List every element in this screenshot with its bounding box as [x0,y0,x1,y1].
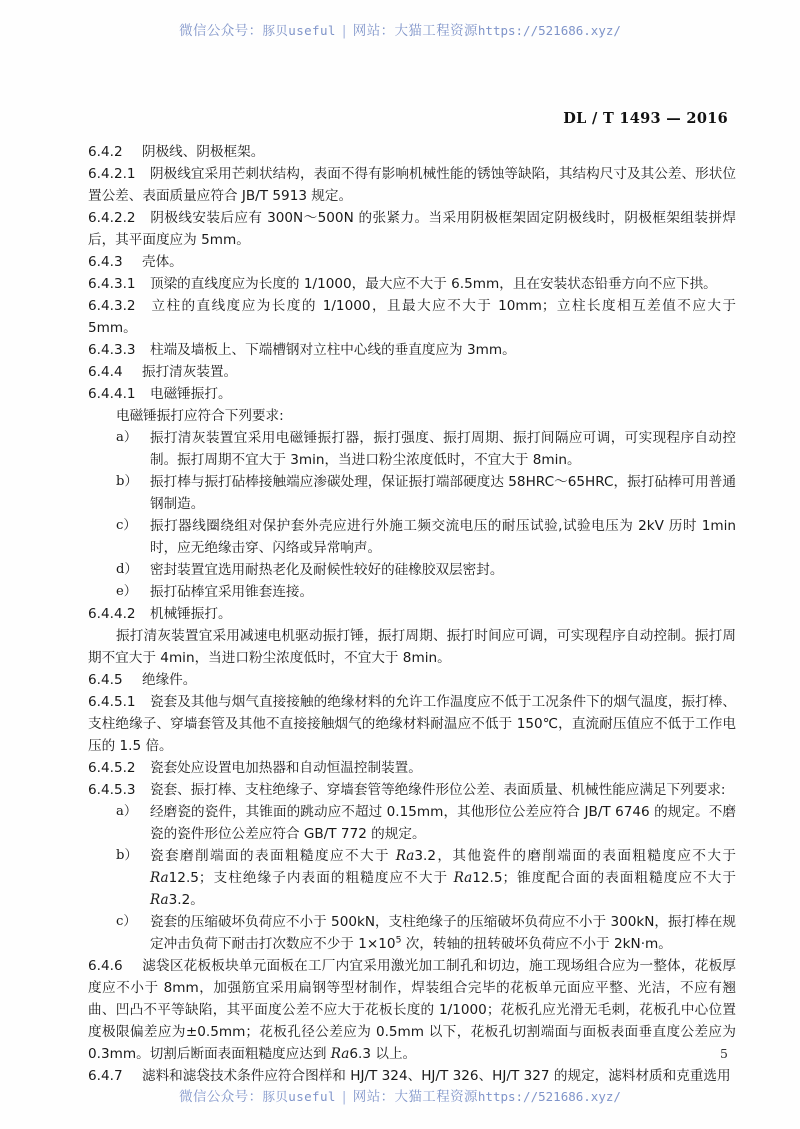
clause-6-4-2 [88,141,736,163]
clause-text: 滤料和滤袋技术条件应符合图样和 HJ/T 324、HJ/T 326、HJ/T 327 的规定，滤料材质和克重选用 [142,1068,731,1084]
clause-number: 6.4.3.2 [88,298,136,314]
watermark-separator: | [341,1089,347,1105]
watermark-separator: | [341,23,347,39]
list-insulator-requirements [88,801,736,955]
list-item-text: 振打棒与振打砧棒接触端应渗碳处理，保证振打端部硬度达 58HRC～65HRC，振打砧棒可用普通钢制造。 [150,474,736,512]
clause-6-4-5-3 [88,779,736,801]
clause-6-4-3 [88,251,736,273]
clause-number: 6.4.3.3 [88,342,136,358]
clause-number: 6.4.5 [88,672,123,688]
paragraph-mechanical-hammer: 振打清灰装置宜采用减速电机驱动振打锤，振打周期、振打时间应可调，可实现程序自动控制。振打周期不宜大于 4min，当进口粉尘浓度低时，不宜大于 8min。 [88,628,736,666]
page-number: 5 [720,1046,728,1061]
list-item [88,845,736,911]
watermark-site-name: 大猫工程资源 [394,23,478,39]
list-marker: b） [116,848,138,863]
clause-6-4-4-2 [88,603,736,625]
clause-6-4-2-1 [88,163,736,207]
watermark-account: 豚贝useful [262,1089,336,1104]
list-item-text: 瓷套的压缩破坏负荷应不小于 500kN，支柱绝缘子的压缩破坏负荷应不小于 300kN，振打棒在规定冲击负荷下耐击打次数应不少于 $1\times 10^5$ 次，转轴的扭转破坏负荷应不小于 2kN·m。 [150,914,736,952]
clause-number: 6.4.4.1 [88,386,136,402]
clause-text: 瓷套处应设置电加热器和自动恒温控制装置。 [150,760,422,776]
clause-6-4-3-2 [88,295,736,339]
clause-text: 瓷套、振打棒、支柱绝缘子、穿墙套管等绝缘件形位公差、表面质量、机械性能应满足下列要求: [150,782,726,798]
list-marker: e） [116,584,137,599]
clause-6-4-4-1 [88,383,736,405]
clause-number: 6.4.4 [88,364,123,380]
list-item [88,515,736,559]
clause-number: 6.4.3.1 [88,276,136,292]
clause-text: 壳体。 [142,254,183,270]
list-item-text: 经磨瓷的瓷件，其锥面的跳动应不超过 0.15mm，其他形位公差应符合 JB/T 6746 的规定。不磨瓷的瓷件形位公差应符合 GB/T 772 的规定。 [150,804,736,842]
watermark-prefix-label: 微信公众号： [179,1089,263,1105]
list-marker: c） [116,518,137,533]
clause-6-4-3-1 [88,273,736,295]
clause-number: 6.4.5.3 [88,782,136,798]
clause-text: 绝缘件。 [142,672,197,688]
clause-text: 振打清灰装置。 [142,364,238,380]
document-body [88,141,736,1087]
clause-number: 6.4.4.2 [88,606,136,622]
clause-6-4-7 [88,1065,736,1087]
clause-6-4-5 [88,669,736,691]
list-item [88,581,736,603]
clause-number: 6.4.2.2 [88,210,136,226]
clause-text: 阴极线、阴极框架。 [142,144,265,160]
clause-text: 机械锤振打。 [150,606,232,622]
clause-6-4-2-2 [88,207,736,251]
watermark-url: https://521686.xyz/ [477,1089,621,1104]
clause-text: 柱端及墙板上、下端槽钢对立柱中心线的垂直度应为 3mm。 [150,342,516,358]
clause-6-4-5-2 [88,757,736,779]
clause-text: 立柱的直线度应为长度的 1/1000，且最大应不大于 10mm；立柱长度相互差值不应大于 5mm。 [88,298,736,336]
clause-text: 电磁锤振打。 [150,386,232,402]
list-item [88,911,736,955]
list-item [88,801,736,845]
clause-text: 瓷套及其他与烟气直接接触的绝缘材料的允许工作温度应不低于工况条件下的烟气温度，振打棒、支柱绝缘子、穿墙套管及其他不直接接触烟气的绝缘材料耐温应不低于 150℃，直流耐压值应不低于工作电压的 1.5 倍。 [88,694,736,754]
list-item-text: 振打清灰装置宜采用电磁锤振打器，振打强度、振打周期、振打间隔应可调，可实现程序自动控制。振打周期不宜大于 3min，当进口粉尘浓度低时，不宜大于 8min。 [150,430,736,468]
lead-in-electromagnetic-hammer: 电磁锤振打应符合下列要求: [116,408,284,424]
list-item [88,471,736,515]
list-marker: c） [116,914,137,929]
standard-number-header: DL / T 1493 — 2016 [563,110,728,127]
clause-text: 顶梁的直线度应为长度的 1/1000，最大应不大于 6.5mm，且在安装状态铅垂方向不应下拱。 [150,276,717,292]
list-item [88,427,736,471]
clause-number: 6.4.6 [88,958,123,974]
list-marker: d） [116,562,138,577]
clause-6-4-4 [88,361,736,383]
clause-number: 6.4.7 [88,1068,123,1084]
clause-text: 阴极线宜采用芒刺状结构，表面不得有影响机械性能的锈蚀等缺陷，其结构尺寸及其公差、形状位置公差、表面质量应符合 JB/T 5913 规定。 [88,166,736,204]
clause-text: 滤袋区花板板块单元面板在工厂内宜采用激光加工制孔和切边，施工现场组合应为一整体，花板厚度应不小于 8mm，加强筋宜采用扁钢等型材制作，焊装组合完毕的花板单元面应平整、光洁，不应有翘曲、凹凸不平等缺陷，其平面度公差不应大于花板长度的 1/1000；花板孔应光滑无毛刺，花板孔中心位置度极限偏差应为±0.5mm；花板孔径公差应为 0.5mm 以下，花板孔切割端面与面板表面垂直度公差应为 0.3mm。切割后断面表面粗糙度应达到 Ra6.3 以上。 [88,958,736,1062]
clause-6-4-3-3 [88,339,736,361]
clause-number: 6.4.3 [88,254,123,270]
clause-number: 6.4.2 [88,144,123,160]
clause-number: 6.4.2.1 [88,166,136,182]
list-marker: a） [116,430,138,445]
watermark-account: 豚贝useful [262,23,336,38]
list-marker: a） [116,804,138,819]
watermark-top [0,19,800,39]
list-electromagnetic-hammer [88,427,736,603]
list-marker: b） [116,474,138,489]
watermark-url: https://521686.xyz/ [477,23,621,38]
watermark-site-name: 大猫工程资源 [394,1089,478,1105]
watermark-site-label: 网站： [352,1089,395,1105]
watermark-site-label: 网站： [352,23,395,39]
list-item-text: 密封装置宜选用耐热老化及耐候性较好的硅橡胶双层密封。 [150,562,504,578]
list-item [88,559,736,581]
watermark-bottom [0,1085,800,1105]
watermark-prefix-label: 微信公众号： [179,23,263,39]
clause-number: 6.4.5.1 [88,694,136,710]
list-item-text: 瓷套磨削端面的表面粗糙度应不大于 Ra3.2，其他瓷件的磨削端面的表面粗糙度应不大于 Ra12.5；支柱绝缘子内表面的粗糙度应不大于 Ra12.5；锥度配合面的表面粗糙度应不大于 Ra3.2。 [150,848,736,908]
clause-6-4-6 [88,955,736,1065]
list-item-text: 振打砧棒宜采用锥套连接。 [150,584,314,600]
clause-number: 6.4.5.2 [88,760,136,776]
list-item-text: 振打器线圈绕组对保护套外壳应进行外施工频交流电压的耐压试验,试验电压为 2kV 历时 1min 时，应无绝缘击穿、闪络或异常响声。 [150,518,736,556]
clause-text: 阴极线安装后应有 300N～500N 的张紧力。当采用阴极框架固定阴极线时，阴极框架组装拼焊后，其平面度应为 5mm。 [88,210,736,248]
clause-6-4-5-1 [88,691,736,757]
